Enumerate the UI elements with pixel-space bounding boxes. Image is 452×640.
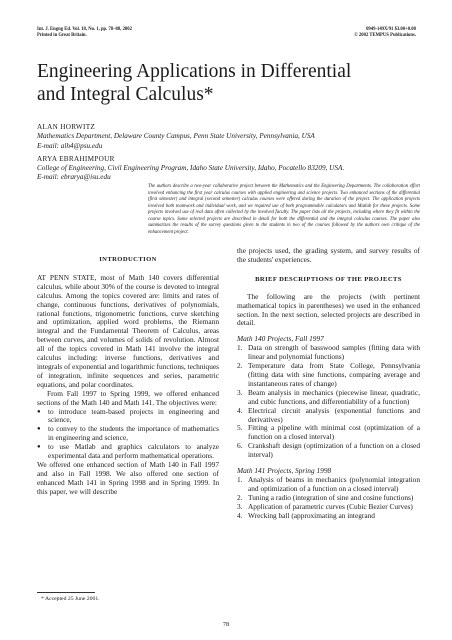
list-item: 5. Fitting a pipeline with minimal cost (optimization of a function on a closed interval) [237, 423, 420, 442]
title-line-1: Engineering Applications in Differential [37, 61, 352, 82]
math140-project-list [237, 344, 420, 460]
author-list [37, 123, 422, 187]
intro-paragraph-1: AT PENN STATE, most of Math 140 covers differential calculus, while about 30% of the course is devoted to integral calculus. Among the topics covered are: limits and rates of change, continuous functions, derivatives of polynomials, rational functions, trigonometric functions, curve sketching and optimization, applied word problems, the Riemann integral and the Fundamental Theorem of Calculus, areas between curves, and volumes of solids of revolution. Almost all of the topics covered in Math 141 involve the integral calculus including: inverse functions, derivatives and integrals of exponential and logarithmic functions, techniques of integration, infinite sequences and series, parametric equations, and polar coordinates. [37, 272, 219, 389]
journal-citation: Int. J. Engng Ed. Vol. 18, No. 1, pp. 78–88, 2002 [37, 27, 132, 32]
author-affiliation: College of Engineering, Civil Engineering Program, Idaho State University, Idaho, Pocatello 83209, USA. [37, 164, 345, 173]
list-item: 4. Wrecking ball (approximating an integrand [237, 510, 375, 520]
paper-title [37, 60, 417, 106]
section-heading-projects: BRIEF DESCRIPTIONS OF THE PROJECTS [255, 275, 402, 283]
journal-header [37, 27, 132, 39]
list-item: 4. Electrical circuit analysis (exponential functions and derivatives) [237, 405, 420, 424]
list-item: 2. Tuning a radio (integration of sine and cosine functions) [237, 492, 414, 502]
list-item: 1. Analysis of beams in mechanics (polynomial integration and optimization of a function on a closed interval) [237, 474, 420, 493]
author-1 [37, 123, 422, 151]
left-column [37, 245, 219, 497]
author-affiliation: Mathematics Department, Delaware County Campus, Penn State University, Pennsylvania, USA [37, 132, 315, 141]
list-item: ● to introduce team-based projects in engineering and science, [37, 408, 219, 426]
math141-project-list [237, 476, 420, 521]
publisher-header [354, 27, 416, 39]
subheading-math141: Math 141 Projects, Spring 1998 [237, 466, 332, 476]
right-column [237, 247, 420, 520]
continued-paragraph: the projects used, the grading system, and survey results of the students' experiences. [237, 246, 420, 264]
list-item: ● to convey to the students the importance of mathematics in engineering and science, [37, 425, 219, 443]
author-2 [37, 155, 422, 183]
list-item: ● to use Matlab and graphics calculators to analyze experimental data and perform mathematical operations. [37, 443, 219, 461]
footnote: * Accepted 25 June 2001. [41, 596, 100, 602]
issn-price: 0949-149X/91 $3.00+0.00 [366, 27, 416, 32]
author-name: ALAN HORWITZ [37, 123, 96, 131]
section-heading-introduction: INTRODUCTION [99, 256, 157, 263]
list-item: 1. Data on strength of basswood samples (fitting data with linear and polynomial functions) [237, 343, 420, 362]
projects-intro: The following are the projects (with pertinent mathematical topics in parentheses) we used in the enhanced section. In the next section, selected projects are described in detail. [237, 291, 420, 328]
list-item: 3. Application of parametric curves (Cubic Bezier Curves) [237, 501, 413, 511]
intro-paragraph-3: We offered one enhanced section of Math 140 in Fall 1997 and also in Fall 1998. We also offered one section of enhanced Math 141 in Spring 1998 and in Spring 1999. In this paper, we will describe [37, 459, 219, 496]
list-item: 6. Crankshaft design (optimization of a function on a closed interval) [237, 441, 420, 460]
page-number: 78 [222, 621, 230, 628]
objectives-list [37, 408, 219, 461]
author-name: ARYA EBRAHIMPOUR [37, 154, 115, 163]
title-line-2: and Integral Calculus* [37, 84, 214, 105]
printed-in: Printed in Great Britain. [37, 33, 87, 38]
list-item: 2. Temperature data from State College, Pennsylvania (fitting data with sine functions, comparing average and instantaneous rates of change) [237, 361, 420, 388]
abstract: The authors describe a two-year collaborative project between the Mathematics and the Engineering Departments. The collaboration effort involved enhancing the first year calculus courses with applied engineering and science projects. Two enhanced sections of the differential (first semester) and integral (second semester) calculus courses were offered during the duration of the project. The application projects involved both teamwork and individual work, and we required use of both programmable calculators and Matlab for these projects. Some projects involved use of real data often collected by the involved faculty. The paper lists all the projects, including where they fit within the course topics. Some selected projects are described in detail for both the differential and the integral calculus courses. The paper also summarizes the results of the survey questions given to the students in two of the courses followed by the authors own critique of the enhancement project. [148, 184, 420, 235]
subheading-math140: Math 140 Projects, Fall 1997 [237, 334, 324, 344]
list-item: 3. Beam analysis in mechanics (piecewise linear, quadratic, and cubic functions, and differentiability of a function) [237, 387, 420, 406]
copyright: © 2002 TEMPUS Publications. [354, 33, 416, 38]
footnote-divider [37, 592, 95, 593]
intro-paragraph-2: From Fall 1997 to Spring 1999, we offered enhanced sections of the Math 140 and Math 141. The objectives were: [37, 388, 219, 407]
author-email: E-mail: alh4@psu.edu [37, 141, 103, 150]
author-email: E-mail: ebrarya@isu.edu [37, 173, 111, 182]
